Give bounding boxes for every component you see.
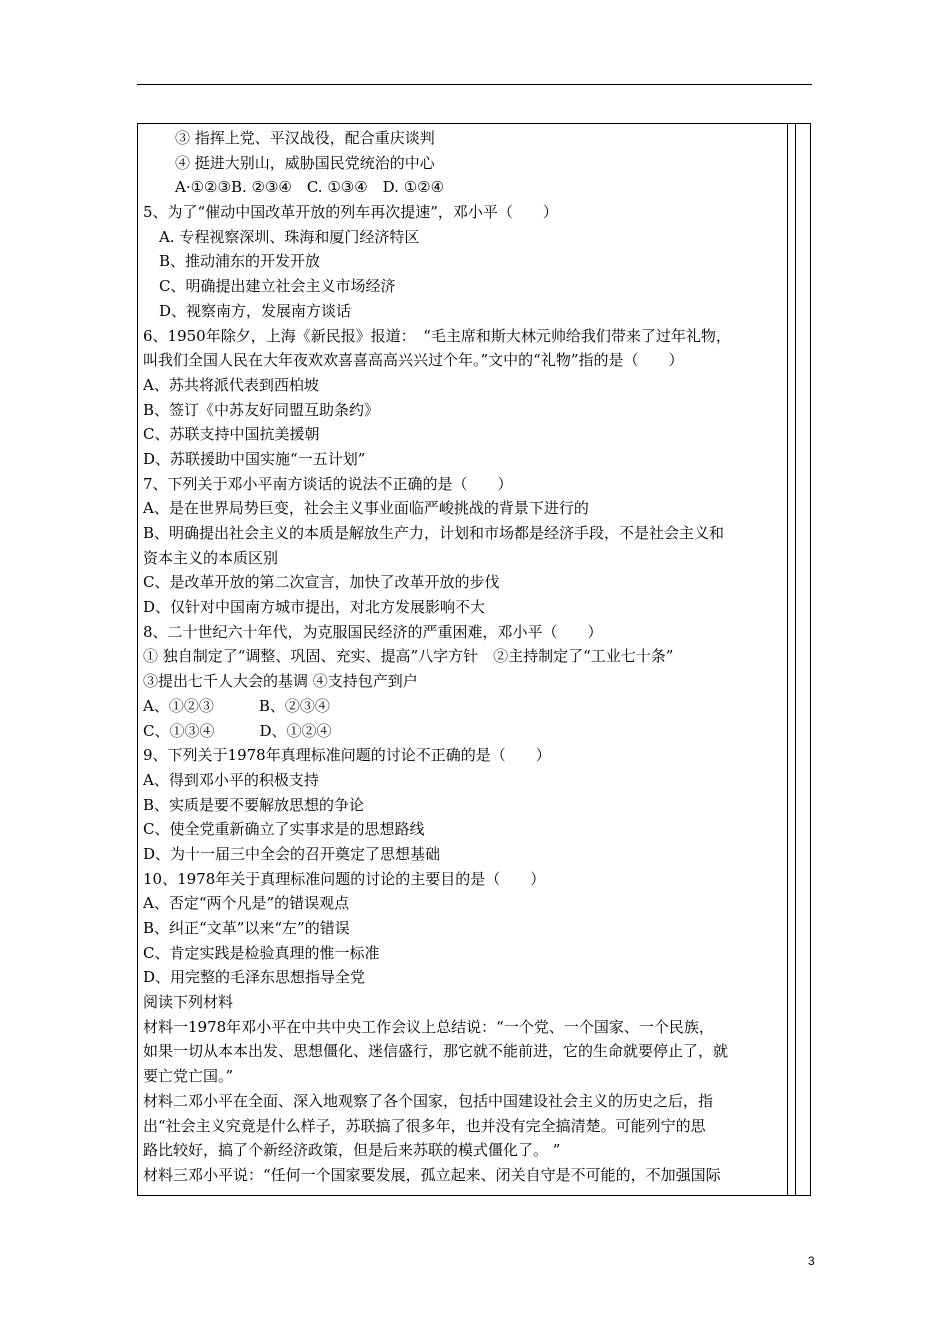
text-line: 叫我们全国人民在大年夜欢欢喜喜高高兴兴过个年。”文中的“礼物”指的是（ ）: [143, 351, 684, 370]
text-line: B、明确提出社会主义的本质是解放生产力，计划和市场都是经济手段，不是社会主义和: [143, 524, 725, 542]
text-line: 如果一切从本本出发、思想僵化、迷信盛行，那它就不能前进，它的生命就要停止了，就: [143, 1042, 729, 1061]
text-line: B、实质是要不要解放思想的争论: [143, 795, 365, 814]
text-line: A、得到邓小平的积极支持: [143, 770, 319, 789]
text-line: 要亡党亡国。”: [143, 1067, 234, 1086]
header-rule: [137, 84, 812, 85]
question-text-block: [143, 126, 779, 1188]
side-column-divider: [795, 123, 796, 1196]
text-line: 材料一1978年邓小平在中共中央工作会议上总结说：“一个党、一个国家、一个民族，: [143, 1017, 714, 1036]
page-number: 3: [808, 1254, 815, 1268]
text-line: 9、下列关于1978年真理标准问题的讨论不正确的是（ ）: [143, 746, 551, 765]
text-line: A、是在世界局势巨变，社会主义事业面临严峻挑战的背景下进行的: [143, 499, 589, 518]
text-line: 阅读下列材料: [143, 993, 234, 1012]
text-line: 出“社会主义究竟是什么样子，苏联搞了很多年，也并没有完全搞清楚。可能列宁的思: [143, 1116, 706, 1135]
text-line: D、苏联援助中国实施“一五计划”: [143, 449, 366, 468]
text-line: C、使全党重新确立了实事求是的思想路线: [143, 820, 425, 839]
text-line: ③提出七千人大会的基调 ④支持包产到户: [143, 672, 418, 691]
text-line: A. 专程视察深圳、珠海和厦门经济特区: [159, 227, 420, 246]
text-line: ④ 挺进大别山，威胁国民党统治的中心: [175, 153, 435, 172]
text-line: A、否定“两个凡是”的错误观点: [143, 894, 350, 913]
text-line: 材料三邓小平说：“任何一个国家要发展，孤立起来、闭关自守是不可能的，不加强国际: [143, 1165, 721, 1184]
text-line: C、肯定实践是检验真理的惟一标准: [143, 943, 380, 962]
text-line: 5、为了“催动中国改革开放的列车再次提速”，邓小平（ ）: [143, 203, 558, 222]
text-line: 材料二邓小平在全面、深入地观察了各个国家，包括中国建设社会主义的历史之后，指: [143, 1091, 714, 1110]
text-line: 8、二十世纪六十年代，为克服国民经济的严重困难，邓小平（ ）: [143, 622, 603, 641]
text-line: 6、1950年除夕，上海《新民报》报道： “毛主席和斯大林元帅给我们带来了过年礼物，: [143, 326, 731, 345]
text-line: 资本主义的本质区别: [143, 548, 279, 567]
text-line: D、仅针对中国南方城市提出，对北方发展影响不大: [143, 598, 486, 617]
text-line: A、①②③ B、②③④: [143, 696, 330, 715]
text-line: B、推动浦东的开发开放: [159, 252, 321, 271]
text-line: C、苏联支持中国抗美援朝: [143, 425, 320, 444]
text-line: 7、下列关于邓小平南方谈话的说法不正确的是（ ）: [143, 474, 513, 493]
text-line: ③ 指挥上党、平汉战役，配合重庆谈判: [175, 129, 435, 147]
text-line: C、①③④ D、①②④: [143, 721, 332, 740]
text-line: D、用完整的毛泽东思想指导全党: [143, 968, 366, 987]
text-line: C、明确提出建立社会主义市场经济: [159, 277, 396, 296]
text-line: D、视察南方，发展南方谈话: [159, 301, 352, 320]
text-line: A·①②③B. ②③④ C. ①③④ D. ①②④: [175, 178, 445, 197]
text-line: B、纠正“文革”以来“左”的错误: [143, 919, 350, 937]
text-line: B、签订《中苏友好同盟互助条约》: [143, 400, 380, 419]
text-line: A、苏共将派代表到西柏坡: [143, 375, 319, 394]
side-column: [787, 123, 811, 1196]
text-line: C、是改革开放的第二次宣言，加快了改革开放的步伐: [143, 573, 500, 592]
text-line: 10、1978年关于真理标准问题的讨论的主要目的是（ ）: [143, 869, 546, 888]
text-line: 路比较好，搞了个新经济政策，但是后来苏联的模式僵化了。 ”: [143, 1141, 561, 1160]
text-line: D、为十一届三中全会的召开奠定了思想基础: [143, 844, 441, 863]
text-line: ① 独自制定了“调整、巩固、充实、提高”八字方针 ②主持制定了“工业七十条”: [143, 647, 674, 666]
